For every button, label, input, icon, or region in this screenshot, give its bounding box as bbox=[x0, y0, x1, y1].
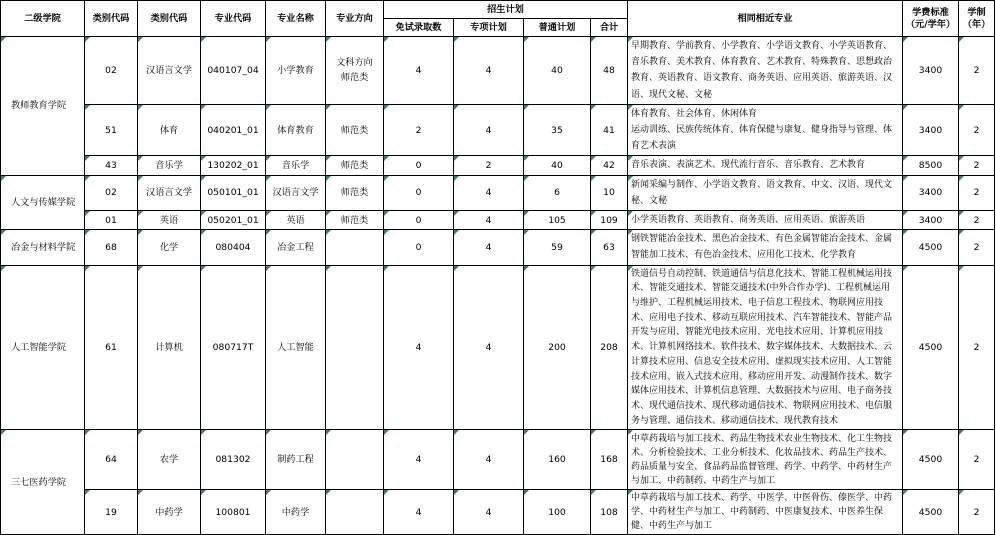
category-name-cell: 化学 bbox=[138, 230, 201, 265]
regular-cell: 59 bbox=[524, 230, 591, 265]
tuition-cell: 4500 bbox=[903, 430, 959, 490]
tuition-cell: 4500 bbox=[903, 230, 959, 265]
regular-cell: 100 bbox=[524, 490, 591, 535]
total-cell: 42 bbox=[591, 156, 628, 175]
table-row bbox=[1, 211, 995, 230]
major-name-cell: 冶金工程 bbox=[266, 230, 326, 265]
exempt-cell: 4 bbox=[384, 430, 454, 490]
tuition-cell: 4500 bbox=[903, 490, 959, 535]
special-cell: 4 bbox=[454, 104, 524, 156]
header-total: 合计 bbox=[591, 19, 628, 37]
total-cell: 108 bbox=[591, 490, 628, 535]
exempt-cell: 2 bbox=[384, 104, 454, 156]
direction-cell: 师范类 bbox=[326, 104, 384, 156]
years-cell: 2 bbox=[959, 230, 995, 265]
special-cell: 4 bbox=[454, 430, 524, 490]
direction-cell: 师范类 bbox=[326, 211, 384, 230]
major-code-cell: 080404 bbox=[201, 230, 266, 265]
related-majors-cell: 铁道信号自动控制、铁道通信与信息化技术、智能工程机械运用技术、智能交通技术、智能交通技术(中外合作办学)、工程机械运用与维护、工程机械运用技术、电子信息工程技术、物联网应用技术、应用电子技术、移动互联应用技术、汽车智能技术、智能产品开发与应用、智能光电技术应用、光电技术应用、计算机应用技术、计算机网络技术、软件技术、数字媒体技术、大数据技术、云计算技术应用、信息安全技术应用、虚拟现实技术应用、人工智能技术应用、嵌入式技术应用、移动应用开发、动漫制作技术、数字媒体应用技术、计算机信息管理、大数据技术与应用、电子商务技术、现代通信技术、现代移动通信技术、物联网应用技术、电信服务与管理、通信技术、移动通信技术、现代教育技术 bbox=[628, 265, 903, 430]
special-cell: 4 bbox=[454, 211, 524, 230]
header-related: 相同相近专业 bbox=[628, 1, 903, 37]
tuition-cell: 3400 bbox=[903, 37, 959, 105]
header-college: 二级学院 bbox=[1, 1, 85, 37]
special-cell: 2 bbox=[454, 156, 524, 175]
category-code-cell: 64 bbox=[85, 430, 138, 490]
major-name-cell: 英语 bbox=[266, 211, 326, 230]
direction-cell: 文科方向 师范类 bbox=[326, 37, 384, 105]
header-direction: 专业方向 bbox=[326, 1, 384, 37]
major-code-cell: 040107_04 bbox=[201, 37, 266, 105]
category-code-cell: 43 bbox=[85, 156, 138, 175]
regular-cell: 35 bbox=[524, 104, 591, 156]
header-tuition: 学费标准（元/学年） bbox=[903, 1, 959, 37]
major-code-cell: 080717T bbox=[201, 265, 266, 430]
category-code-cell: 19 bbox=[85, 490, 138, 535]
category-name-cell: 汉语言文学 bbox=[138, 175, 201, 210]
college-cell: 三七医药学院 bbox=[1, 430, 85, 535]
related-majors-cell: 钢铁智能冶金技术、黑色冶金技术、有色金属智能冶金技术、金属智能加工技术、有色冶金技术、应用化工技术、化学教育 bbox=[628, 230, 903, 265]
years-cell: 2 bbox=[959, 430, 995, 490]
years-cell: 2 bbox=[959, 211, 995, 230]
category-code-cell: 68 bbox=[85, 230, 138, 265]
exempt-cell: 0 bbox=[384, 175, 454, 210]
direction-cell bbox=[326, 430, 384, 490]
major-code-cell: 040201_01 bbox=[201, 104, 266, 156]
category-name-cell: 音乐学 bbox=[138, 156, 201, 175]
exempt-cell: 0 bbox=[384, 230, 454, 265]
related-majors-cell: 小学英语教育、英语教育、商务英语、应用英语、旅游英语 bbox=[628, 211, 903, 230]
regular-cell: 6 bbox=[524, 175, 591, 210]
related-majors-cell: 新闻采编与制作、小学语文教育、语文教育、中文、汉语、现代文秘、文秘 bbox=[628, 175, 903, 210]
table-row bbox=[1, 265, 995, 430]
years-cell: 2 bbox=[959, 104, 995, 156]
direction-cell: 师范类 bbox=[326, 156, 384, 175]
header-major-name: 专业名称 bbox=[266, 1, 326, 37]
category-name-cell: 计算机 bbox=[138, 265, 201, 430]
college-cell: 冶金与材料学院 bbox=[1, 230, 85, 265]
tuition-cell: 3400 bbox=[903, 211, 959, 230]
header-category-code: 类别代码 bbox=[85, 1, 138, 37]
exempt-cell: 4 bbox=[384, 265, 454, 430]
table-row bbox=[1, 430, 995, 490]
tuition-cell: 3400 bbox=[903, 175, 959, 210]
regular-cell: 40 bbox=[524, 37, 591, 105]
special-cell: 4 bbox=[454, 490, 524, 535]
college-cell: 人文与传媒学院 bbox=[1, 175, 85, 230]
table-row bbox=[1, 37, 995, 105]
total-cell: 168 bbox=[591, 430, 628, 490]
total-cell: 10 bbox=[591, 175, 628, 210]
table-row bbox=[1, 175, 995, 210]
category-name-cell: 中药学 bbox=[138, 490, 201, 535]
regular-cell: 105 bbox=[524, 211, 591, 230]
category-code-cell: 02 bbox=[85, 175, 138, 210]
header-plan-group: 招生计划 bbox=[384, 1, 628, 19]
tuition-cell: 3400 bbox=[903, 104, 959, 156]
table-row bbox=[1, 104, 995, 156]
category-name-cell: 汉语言文学 bbox=[138, 37, 201, 105]
table-row bbox=[1, 490, 995, 535]
special-cell: 4 bbox=[454, 37, 524, 105]
special-cell: 4 bbox=[454, 230, 524, 265]
special-cell: 4 bbox=[454, 265, 524, 430]
major-name-cell: 人工智能 bbox=[266, 265, 326, 430]
major-code-cell: 050201_01 bbox=[201, 211, 266, 230]
total-cell: 48 bbox=[591, 37, 628, 105]
category-code-cell: 01 bbox=[85, 211, 138, 230]
related-majors-cell: 体育教育、社会体育、休闲体育 运动训练、民族传统体育、体育保健与康复、健身指导与管理、体育艺术表演 bbox=[628, 104, 903, 156]
tuition-cell: 8500 bbox=[903, 156, 959, 175]
total-cell: 208 bbox=[591, 265, 628, 430]
header-regular: 普通计划 bbox=[524, 19, 591, 37]
direction-cell bbox=[326, 230, 384, 265]
related-majors-cell: 音乐表演、表演艺术、现代流行音乐、音乐教育、艺术教育 bbox=[628, 156, 903, 175]
major-name-cell: 中药学 bbox=[266, 490, 326, 535]
related-majors-cell: 中草药栽培与加工技术、药学、中医学、中医骨伤、傣医学、中药学、中药材生产与加工、中药制药、中医康复技术、中医养生保健、中药生产与加工 bbox=[628, 490, 903, 535]
category-code-cell: 02 bbox=[85, 37, 138, 105]
major-code-cell: 100801 bbox=[201, 490, 266, 535]
exempt-cell: 0 bbox=[384, 156, 454, 175]
header-exempt: 免试录取数 bbox=[384, 19, 454, 37]
direction-cell bbox=[326, 490, 384, 535]
years-cell: 2 bbox=[959, 37, 995, 105]
years-cell: 2 bbox=[959, 175, 995, 210]
header-major-code: 专业代码 bbox=[201, 1, 266, 37]
exempt-cell: 4 bbox=[384, 490, 454, 535]
major-code-cell: 130202_01 bbox=[201, 156, 266, 175]
total-cell: 63 bbox=[591, 230, 628, 265]
tuition-cell: 4500 bbox=[903, 265, 959, 430]
category-name-cell: 英语 bbox=[138, 211, 201, 230]
header-years: 学制（年） bbox=[959, 1, 995, 37]
college-cell: 人工智能学院 bbox=[1, 265, 85, 430]
years-cell: 2 bbox=[959, 490, 995, 535]
table-row bbox=[1, 230, 995, 265]
related-majors-cell: 中草药栽培与加工技术、药品生物技术农业生物技术、化工生物技术、分析检验技术、工业分析技术、化妆品技术、药品生产技术、药品质量与安全、食品药品监督管理、药学、中药学、中药材生产与加工、中药制药、中药生产与加工 bbox=[628, 430, 903, 490]
years-cell: 2 bbox=[959, 156, 995, 175]
exempt-cell: 4 bbox=[384, 37, 454, 105]
category-code-cell: 51 bbox=[85, 104, 138, 156]
total-cell: 109 bbox=[591, 211, 628, 230]
major-name-cell: 小学教育 bbox=[266, 37, 326, 105]
major-name-cell: 体育教育 bbox=[266, 104, 326, 156]
major-code-cell: 081302 bbox=[201, 430, 266, 490]
category-name-cell: 体育 bbox=[138, 104, 201, 156]
header-category-name: 类别代码 bbox=[138, 1, 201, 37]
exempt-cell: 0 bbox=[384, 211, 454, 230]
regular-cell: 200 bbox=[524, 265, 591, 430]
major-name-cell: 汉语言文学 bbox=[266, 175, 326, 210]
special-cell: 4 bbox=[454, 175, 524, 210]
total-cell: 41 bbox=[591, 104, 628, 156]
category-name-cell: 农学 bbox=[138, 430, 201, 490]
related-majors-cell: 早期教育、学前教育、小学教育、小学语文教育、小学英语教育、音乐教育、美术教育、体育教育、艺术教育、特殊教育、思想政治教育、英语教育、语文教育、商务英语、应用英语、旅游英语、汉语、现代文秘、文秘 bbox=[628, 37, 903, 105]
direction-cell: 师范类 bbox=[326, 175, 384, 210]
header-special: 专项计划 bbox=[454, 19, 524, 37]
years-cell: 2 bbox=[959, 265, 995, 430]
category-code-cell: 61 bbox=[85, 265, 138, 430]
direction-cell bbox=[326, 265, 384, 430]
regular-cell: 40 bbox=[524, 156, 591, 175]
major-code-cell: 050101_01 bbox=[201, 175, 266, 210]
major-name-cell: 音乐学 bbox=[266, 156, 326, 175]
regular-cell: 160 bbox=[524, 430, 591, 490]
college-cell: 教师教育学院 bbox=[1, 37, 85, 176]
table-row bbox=[1, 156, 995, 175]
major-name-cell: 制药工程 bbox=[266, 430, 326, 490]
